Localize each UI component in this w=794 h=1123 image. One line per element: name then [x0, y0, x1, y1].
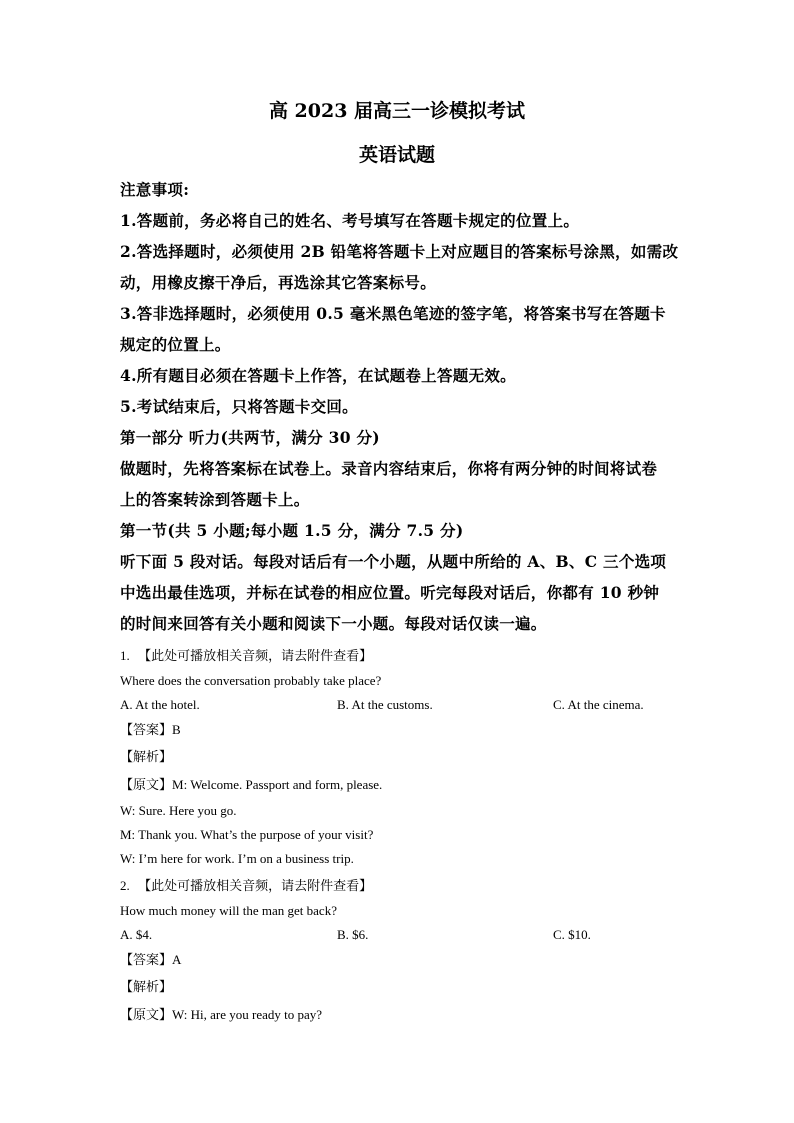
part1-intro-line: 做题时，先将答案标在试卷上。录音内容结束后，你将有两分钟的时间将试卷	[120, 459, 658, 478]
transcript-line: W: Sure. Here you go.	[120, 803, 237, 818]
section1-intro-line: 的时间来回答有关小题和阅读下一小题。每段对话仅读一遍。	[120, 614, 547, 633]
question-header	[120, 878, 372, 895]
notice-line: 5.考试结束后，只将答题卡交回。	[120, 397, 358, 416]
answer-row	[120, 952, 181, 969]
exam-subtitle: 英语试题	[358, 144, 435, 166]
analysis-label: 【解析】	[120, 980, 173, 995]
answer-row	[120, 722, 181, 739]
notice-line: 动，用橡皮擦干净后，再选涂其它答案标号。	[120, 273, 437, 292]
transcript-label: 【原文】	[120, 778, 173, 793]
option-c: C. At the cinema.	[553, 697, 644, 712]
question-number: 1.	[120, 648, 130, 663]
question-stem: Where does the conversation probably take place?	[120, 673, 382, 688]
option-c: C. $10.	[553, 927, 591, 942]
part1-intro-line: 上的答案转涂到答题卡上。	[120, 490, 310, 509]
answer-value: A	[172, 952, 182, 967]
transcript-row	[120, 1007, 322, 1024]
answer-label: 【答案】	[120, 953, 173, 968]
transcript-line: W: Hi, are you ready to pay?	[172, 1007, 323, 1022]
analysis-label: 【解析】	[120, 750, 173, 765]
transcript-label: 【原文】	[120, 1008, 173, 1023]
notice-line: 1.答题前，务必将自己的姓名、考号填写在答题卡规定的位置上。	[120, 211, 580, 230]
section1-heading: 第一节(共 5 小题;每小题 1.5 分，满分 7.5 分)	[120, 521, 464, 540]
question-number: 2.	[120, 878, 130, 893]
transcript-line: M: Welcome. Passport and form, please.	[172, 777, 383, 792]
question-stem: How much money will the man get back?	[120, 903, 337, 918]
notice-line: 3.答非选择题时，必须使用 0.5 毫米黑色笔迹的签字笔，将答案书写在答题卡	[120, 304, 666, 323]
section1-intro-line: 中选出最佳选项，并标在试卷的相应位置。听完每段对话后，你都有 10 秒钟	[120, 583, 660, 602]
notice-line: 2.答选择题时，必须使用 2B 铅笔将答题卡上对应题目的答案标号涂黑，如需改	[120, 242, 679, 261]
option-b: B. $6.	[337, 927, 369, 942]
option-a: A. At the hotel.	[120, 697, 200, 712]
notice-heading: 注意事项:	[120, 180, 190, 199]
transcript-row	[120, 777, 382, 794]
transcript-line: M: Thank you. What’s the purpose of your visit?	[120, 827, 374, 842]
answer-value: B	[172, 722, 181, 737]
audio-note: 【此处可播放相关音频，请去附件查看】	[138, 879, 373, 894]
section1-intro-line: 听下面 5 段对话。每段对话后有一个小题，从题中所给的 A、B、C 三个选项	[120, 552, 667, 571]
answer-label: 【答案】	[120, 723, 173, 738]
exam-title: 高 2023 届高三一诊模拟考试	[268, 100, 526, 122]
option-a: A. $4.	[120, 927, 153, 942]
transcript-line: W: I’m here for work. I’m on a business trip.	[120, 851, 354, 866]
question-header	[120, 648, 372, 665]
part1-heading: 第一部分 听力(共两节，满分 30 分)	[120, 428, 380, 447]
option-b: B. At the customs.	[337, 697, 433, 712]
audio-note: 【此处可播放相关音频，请去附件查看】	[138, 649, 373, 664]
notice-line: 4.所有题目必须在答题卡上作答，在试题卷上答题无效。	[120, 366, 516, 385]
notice-line: 规定的位置上。	[120, 335, 231, 354]
